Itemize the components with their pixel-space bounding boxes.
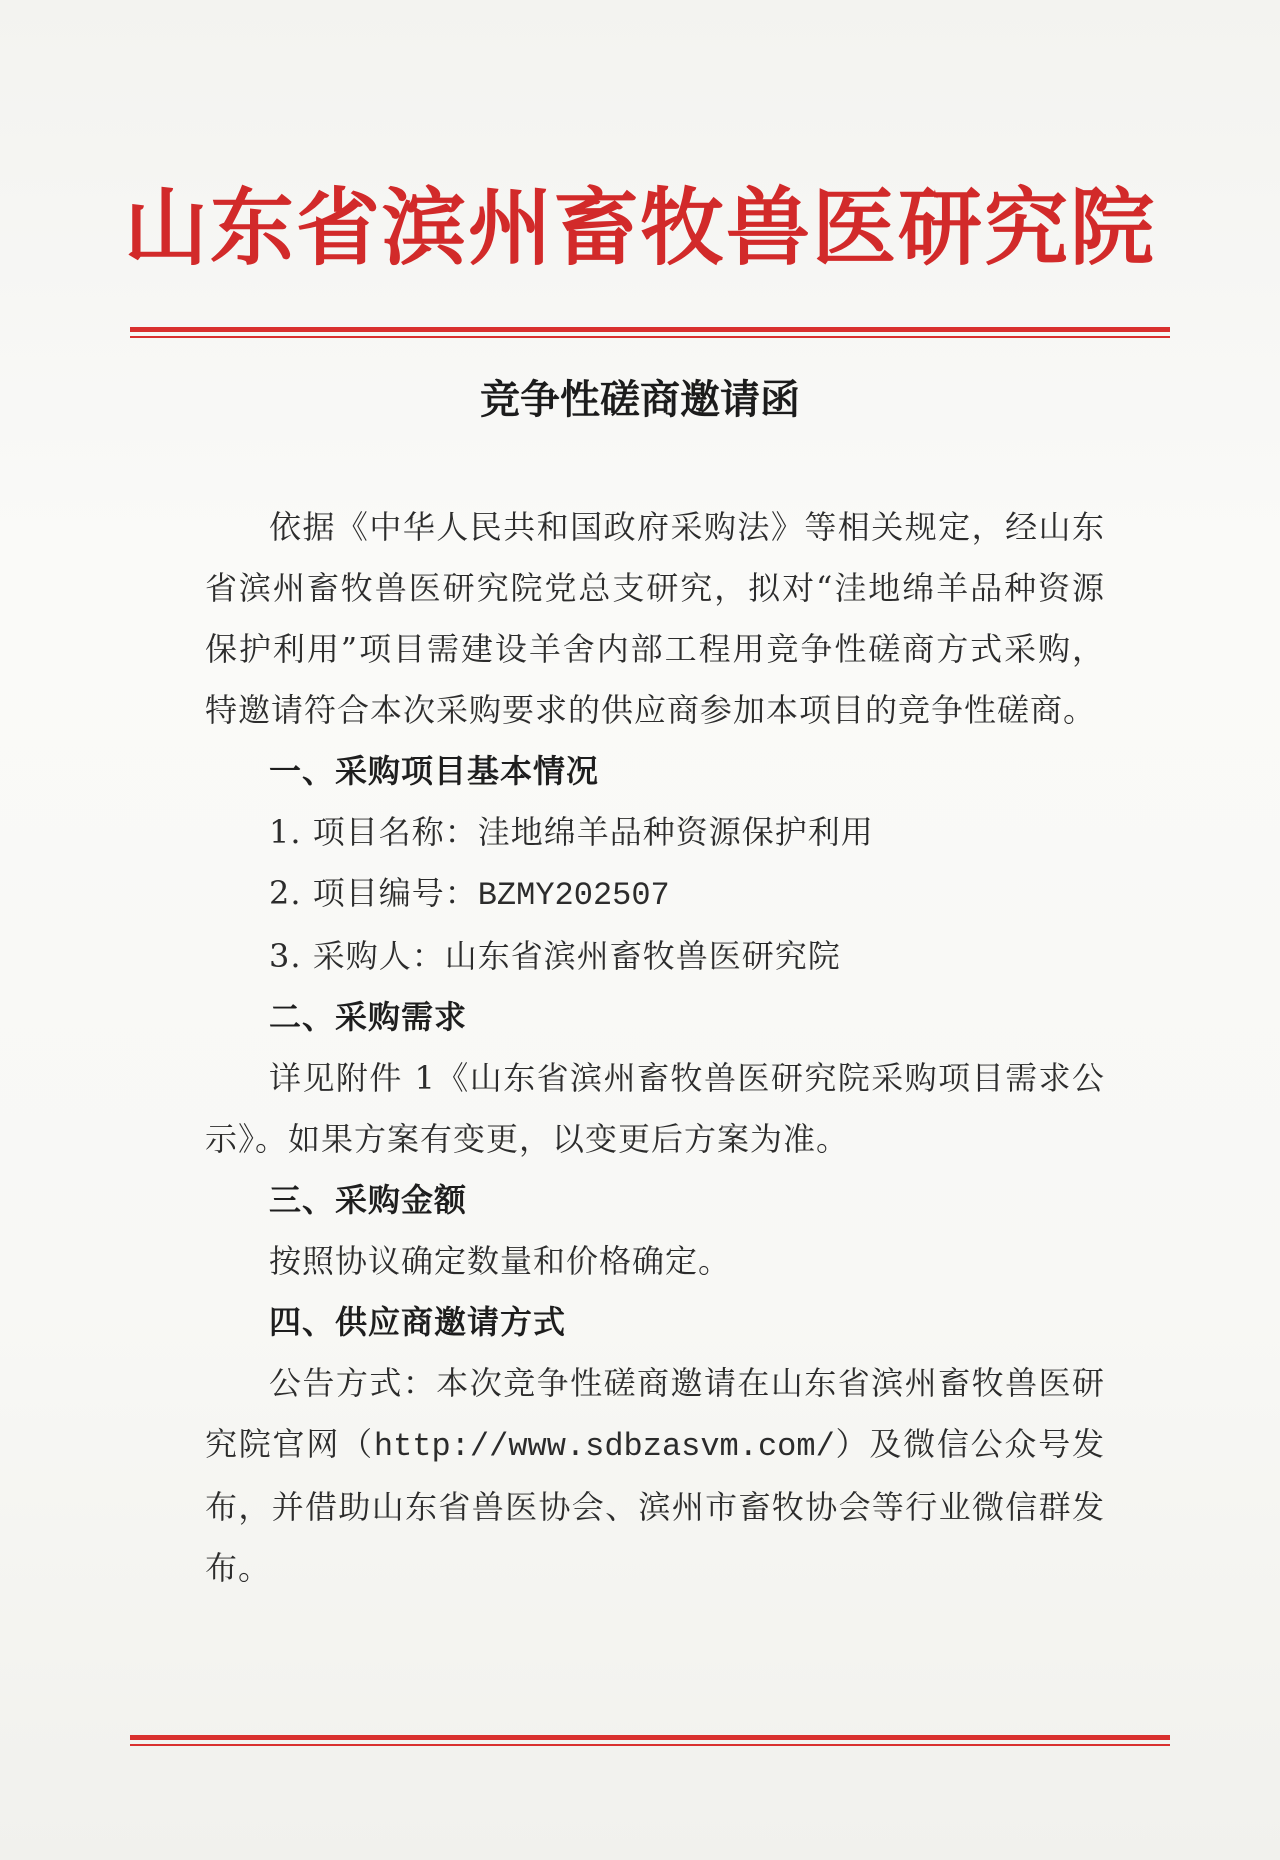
divider-thin-line xyxy=(130,1744,1170,1746)
intro-paragraph: 依据《中华人民共和国政府采购法》等相关规定，经山东省滨州畜牧兽医研究院党总支研究，拟对“洼地绵羊品种资源保护利用”项目需建设羊舍内部工程用竞争性磋商方式采购，特邀请符合本次采购要求的供应商参加本项目的竞争性磋商。 xyxy=(205,508,1105,729)
purchaser-value: 山东省滨州畜牧兽医研究院 xyxy=(444,937,841,975)
project-number-line xyxy=(205,863,1105,926)
website-url: http://www.sdbzasvm.com/ xyxy=(373,1428,835,1465)
project-name-line xyxy=(205,802,1105,863)
section-2-heading: 二、采购需求 xyxy=(269,998,468,1036)
letterhead-title: 山东省滨州畜牧兽医研究院 xyxy=(123,179,1156,277)
purchaser-line xyxy=(205,926,1105,987)
divider-thick-line xyxy=(130,1735,1170,1740)
section-4-text-end: ）及微信公众号发布，并借助山东省兽医协会、滨州市畜牧协会等行业微信群发布。 xyxy=(205,1425,1105,1587)
section-1-heading: 一、采购项目基本情况 xyxy=(269,752,600,790)
project-name-label: 1. 项目名称： xyxy=(269,813,478,851)
document-title: 竞争性磋商邀请函 xyxy=(480,376,800,423)
letterhead-divider-top xyxy=(130,327,1170,338)
document-body xyxy=(205,497,1105,1599)
divider-thin-line xyxy=(130,336,1170,338)
section-4-heading: 四、供应商邀请方式 xyxy=(269,1303,567,1341)
divider-thick-line xyxy=(130,327,1170,332)
project-number-value: BZMY202507 xyxy=(477,877,670,914)
section-4-paragraph xyxy=(205,1353,1105,1599)
project-number-label: 2. 项目编号： xyxy=(269,874,478,912)
purchaser-label: 3. 采购人： xyxy=(269,937,445,975)
section-4-text-start: 公告方式：本次竞争性磋商邀请在山东省滨州畜牧兽医研究院官网（ xyxy=(205,1364,1105,1463)
section-3-heading: 三、采购金额 xyxy=(269,1181,468,1219)
footer-divider xyxy=(130,1735,1170,1746)
section-2-paragraph: 详见附件 1《山东省滨州畜牧兽医研究院采购项目需求公示》。如果方案有变更，以变更后方案为准。 xyxy=(205,1059,1105,1158)
project-name-value: 洼地绵羊品种资源保护利用 xyxy=(477,813,874,851)
section-3-paragraph: 按照协议确定数量和价格确定。 xyxy=(269,1242,732,1280)
